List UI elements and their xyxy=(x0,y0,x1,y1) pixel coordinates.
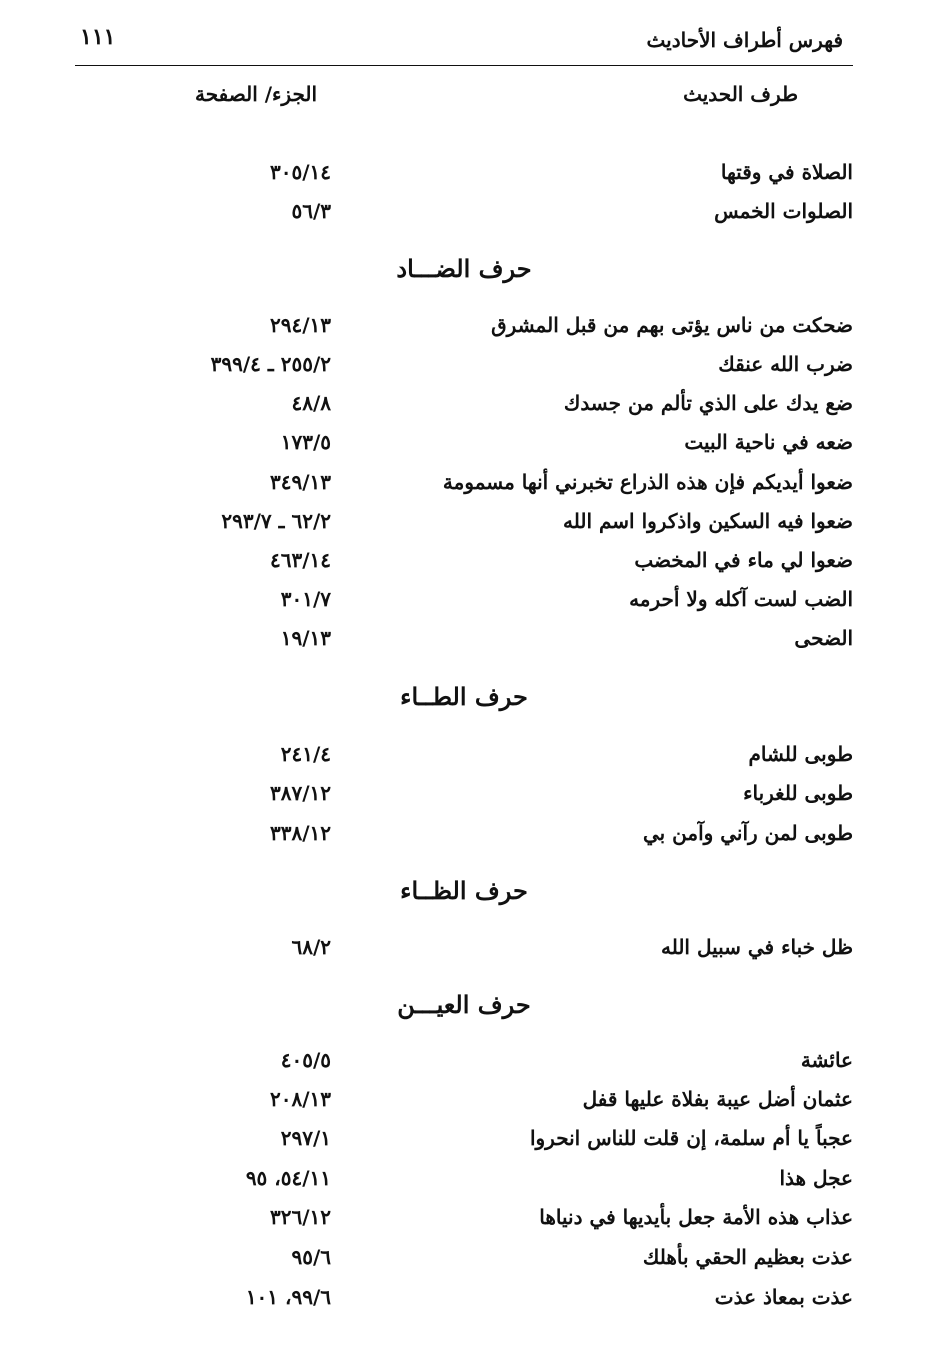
hadith-text: ضحكت من ناس يؤتى بهم من قبل المشرق xyxy=(491,313,853,337)
index-entry xyxy=(75,313,853,349)
volume-page-ref: ٥٦/٣ xyxy=(291,199,331,223)
header-divider xyxy=(75,65,853,66)
page-header xyxy=(75,18,853,68)
column-header-hadith: طرف الحديث xyxy=(683,82,798,106)
page-number: ١١١ xyxy=(80,24,116,50)
index-entry xyxy=(75,1245,853,1281)
section-heading-ta: حرف الطــاء xyxy=(400,682,528,711)
volume-page-ref: ٦٨/٢ xyxy=(291,935,331,959)
hadith-text: عذت بمعاذ عذت xyxy=(714,1285,853,1309)
volume-page-ref: ٣٠١/٧ xyxy=(280,587,331,611)
hadith-text: ضعوا فيه السكين واذكروا اسم الله xyxy=(563,509,853,533)
index-entry xyxy=(75,935,853,971)
volume-page-ref: ٩٥/٦ xyxy=(291,1245,331,1269)
hadith-text: ضعوا أيديكم فإن هذه الذراع تخبرني أنها مسمومة xyxy=(442,470,853,494)
volume-page-ref: ٢٩٤/١٣ xyxy=(269,313,331,337)
hadith-text: الصلاة في وقتها xyxy=(720,160,853,184)
index-entry xyxy=(75,1166,853,1202)
index-entry xyxy=(75,160,853,196)
index-entry xyxy=(75,1205,853,1241)
index-entry xyxy=(75,781,853,817)
index-entry xyxy=(75,1285,853,1321)
section-heading-ain: حرف العيـــن xyxy=(397,990,531,1019)
hadith-text: عجل هذا xyxy=(779,1166,853,1190)
hadith-text: طوبى للشام xyxy=(748,742,853,766)
hadith-text: عثمان أضل عيبة بفلاة عليها قفل xyxy=(582,1087,853,1111)
volume-page-ref: ٣٢٦/١٢ xyxy=(269,1205,331,1229)
hadith-text: ظل خباء في سبيل الله xyxy=(660,935,853,959)
volume-page-ref: ٤٦٣/١٤ xyxy=(269,548,331,572)
volume-page-ref: ١٧٣/٥ xyxy=(280,430,331,454)
volume-page-ref: ٤٨/٨ xyxy=(291,391,331,415)
index-entry xyxy=(75,548,853,584)
hadith-text: ضع يدك على الذي تألم من جسدك xyxy=(563,391,853,415)
hadith-text: ضعه في ناحية البيت xyxy=(684,430,853,454)
column-headers xyxy=(75,82,853,112)
index-entry xyxy=(75,1126,853,1162)
volume-page-ref: ٢٩٧/١ xyxy=(280,1126,331,1150)
volume-page-ref: ٤٠٥/٥ xyxy=(280,1048,331,1072)
hadith-text: ضرب الله عنقك xyxy=(718,352,853,376)
volume-page-ref: ٦٢/٢ ـ ٢٩٣/٧ xyxy=(221,509,331,533)
index-entry xyxy=(75,430,853,466)
hadith-text: ضعوا لي ماء في المخضب xyxy=(634,548,853,572)
hadith-text: طوبى لمن رآني وآمن بي xyxy=(642,821,853,845)
index-entry xyxy=(75,742,853,778)
volume-page-ref: ١٩/١٣ xyxy=(280,626,331,650)
index-entry xyxy=(75,352,853,388)
volume-page-ref: ٢٠٨/١٣ xyxy=(269,1087,331,1111)
volume-page-ref: ٣٤٩/١٣ xyxy=(269,470,331,494)
hadith-text: عائشة xyxy=(800,1048,853,1072)
index-entry xyxy=(75,509,853,545)
column-header-volume-page: الجزء/ الصفحة xyxy=(195,82,318,106)
hadith-text: عذت بعظيم الحقي بأهلك xyxy=(642,1245,853,1269)
volume-page-ref: ٢٤١/٤ xyxy=(280,742,331,766)
index-entry xyxy=(75,821,853,857)
hadith-text: الضب لست آكله ولا أحرمه xyxy=(629,587,853,611)
hadith-text: عذاب هذه الأمة جعل بأيديها في دنياها xyxy=(539,1205,853,1229)
hadith-text: طوبى للغرباء xyxy=(743,781,853,805)
index-entry xyxy=(75,587,853,623)
volume-page-ref: ٣٣٨/١٢ xyxy=(269,821,331,845)
section-heading-za: حرف الظــاء xyxy=(400,876,528,905)
index-entry xyxy=(75,626,853,662)
volume-page-ref: ٥٤/١١، ٩٥ xyxy=(245,1166,331,1190)
running-title: فهرس أطراف الأحاديث xyxy=(646,28,843,52)
index-entry xyxy=(75,1048,853,1084)
volume-page-ref: ٢٥٥/٢ ـ ٣٩٩/٤ xyxy=(210,352,331,376)
volume-page-ref: ٩٩/٦، ١٠١ xyxy=(245,1285,331,1309)
index-entry xyxy=(75,470,853,506)
section-heading-dad: حرف الضـــاد xyxy=(396,254,532,283)
hadith-text: الصلوات الخمس xyxy=(714,199,853,223)
volume-page-ref: ٣٠٥/١٤ xyxy=(269,160,331,184)
hadith-text: عجباً يا أم سلمة، إن قلت للناس انحروا xyxy=(529,1126,853,1150)
index-entry xyxy=(75,391,853,427)
hadith-text: الضحى xyxy=(794,626,853,650)
index-entry xyxy=(75,1087,853,1123)
volume-page-ref: ٣٨٧/١٢ xyxy=(269,781,331,805)
index-entry xyxy=(75,199,853,235)
